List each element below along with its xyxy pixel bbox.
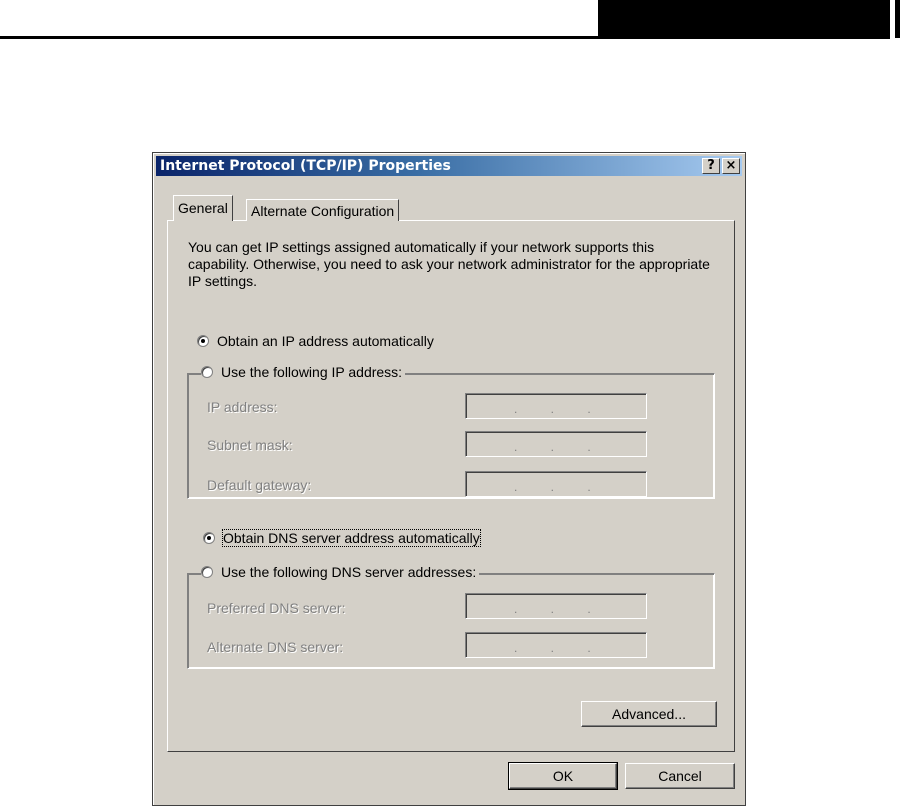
preferred-dns-input[interactable]	[465, 593, 647, 619]
header-bar	[895, 0, 900, 38]
radio-unselected-icon	[201, 566, 213, 578]
advanced-button[interactable]: Advanced...	[581, 701, 717, 727]
default-gateway-label: Default gateway:	[207, 477, 312, 493]
tcpip-properties-dialog	[152, 152, 746, 806]
preferred-dns-label: Preferred DNS server:	[207, 600, 346, 616]
cancel-button[interactable]: Cancel	[625, 763, 735, 789]
obtain-ip-auto-label: Obtain an IP address automatically	[217, 333, 434, 349]
help-button[interactable]: ?	[702, 158, 720, 174]
ok-button[interactable]: OK	[509, 763, 617, 789]
default-gateway-input[interactable]	[465, 471, 647, 497]
radio-selected-icon	[197, 335, 209, 347]
obtain-dns-auto-radio[interactable]	[203, 530, 483, 546]
use-following-ip-radio[interactable]	[201, 364, 405, 380]
subnet-mask-dots: . . .	[514, 440, 591, 454]
subnet-mask-input[interactable]	[465, 431, 647, 457]
alternate-dns-label: Alternate DNS server:	[207, 639, 344, 655]
radio-selected-icon	[203, 532, 215, 544]
preferred-dns-dots: . . .	[514, 602, 591, 616]
ip-address-label: IP address:	[207, 399, 278, 415]
header-block	[598, 0, 890, 38]
obtain-dns-auto-label: Obtain DNS server address automatically	[223, 530, 480, 546]
obtain-ip-auto-radio[interactable]	[197, 333, 437, 349]
description-text: You can get IP settings assigned automatically if your network supports this capability. Otherwise, you need to ask your network administrator for the appropriate IP settings.	[188, 239, 710, 289]
ip-address-input[interactable]	[465, 393, 647, 419]
tab-general[interactable]: General	[173, 195, 233, 221]
alternate-dns-dots: . . .	[514, 641, 591, 655]
dialog-title: Internet Protocol (TCP/IP) Properties	[160, 158, 451, 174]
close-button[interactable]: ×	[722, 158, 740, 174]
title-bar[interactable]	[156, 156, 742, 176]
use-following-dns-radio[interactable]	[201, 564, 479, 580]
use-following-dns-label: Use the following DNS server addresses:	[221, 564, 477, 580]
default-gateway-dots: . . .	[514, 480, 591, 494]
subnet-mask-label: Subnet mask:	[207, 437, 293, 453]
radio-unselected-icon	[201, 366, 213, 378]
alternate-dns-input[interactable]	[465, 632, 647, 658]
use-following-ip-label: Use the following IP address:	[221, 364, 403, 380]
ip-address-dots: . . .	[514, 402, 591, 416]
tab-alternate-configuration[interactable]: Alternate Configuration	[246, 199, 399, 221]
